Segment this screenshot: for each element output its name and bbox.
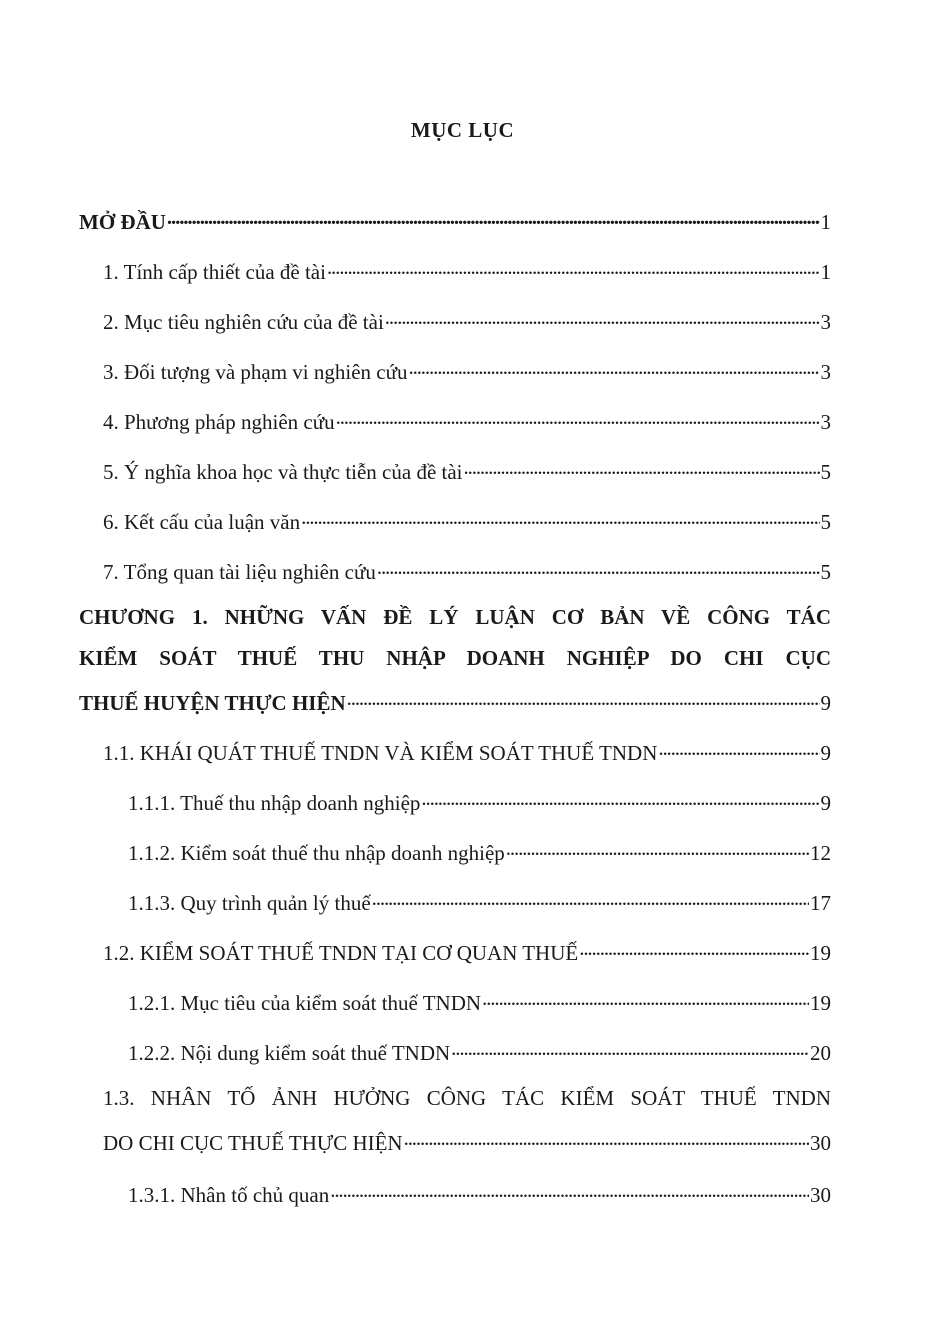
leader-dots bbox=[451, 1036, 809, 1060]
toc-entry[interactable] bbox=[79, 205, 831, 234]
leader-dots bbox=[482, 986, 809, 1010]
toc-entry-label: 1.1.2. Kiểm soát thuế thu nhập doanh nghiệp bbox=[128, 841, 505, 865]
toc-entry[interactable] bbox=[128, 1036, 831, 1065]
toc-entry[interactable] bbox=[103, 355, 831, 384]
toc-entry-label: THUẾ HUYỆN THỰC HIỆN bbox=[79, 691, 346, 715]
toc-entry-page: 20 bbox=[810, 1041, 831, 1065]
leader-dots bbox=[404, 1126, 809, 1150]
toc-entry-label: 2. Mục tiêu nghiên cứu của đề tài bbox=[103, 310, 384, 334]
toc-entry[interactable] bbox=[103, 736, 831, 765]
leader-dots bbox=[372, 886, 809, 910]
toc-entry[interactable] bbox=[103, 255, 831, 284]
toc-entry[interactable] bbox=[79, 686, 831, 715]
leader-dots bbox=[167, 205, 820, 229]
toc-entry-page: 19 bbox=[810, 941, 831, 965]
toc-entry-label: 1.2.1. Mục tiêu của kiểm soát thuế TNDN bbox=[128, 991, 482, 1015]
toc-entry-label: 3. Đối tượng và phạm vi nghiên cứu bbox=[103, 360, 408, 384]
toc-entry-page: 30 bbox=[810, 1183, 831, 1207]
toc-entry-page: 9 bbox=[820, 791, 831, 815]
toc-entry-page: 19 bbox=[810, 991, 831, 1015]
toc-entry-page: 30 bbox=[810, 1131, 831, 1155]
toc-entry[interactable] bbox=[103, 555, 831, 584]
toc-entry-page: 9 bbox=[820, 691, 831, 715]
toc-entry[interactable] bbox=[103, 405, 831, 434]
leader-dots bbox=[336, 405, 820, 429]
toc-entry[interactable] bbox=[128, 1178, 831, 1207]
toc-entry-label: 1.1.3. Quy trình quản lý thuế bbox=[128, 891, 371, 915]
toc-entry[interactable] bbox=[103, 1126, 831, 1155]
leader-dots bbox=[409, 355, 820, 379]
toc-entry-page: 1 bbox=[820, 210, 831, 234]
toc-entry-page: 5 bbox=[820, 560, 831, 584]
toc-entry-page: 3 bbox=[820, 310, 831, 334]
toc-entry-label: MỞ ĐẦU bbox=[79, 210, 166, 234]
toc-entry-page: 5 bbox=[820, 510, 831, 534]
toc-entry[interactable] bbox=[128, 886, 831, 915]
toc-entry-label: 1.2. KIỂM SOÁT THUẾ TNDN TẠI CƠ QUAN THUẾ bbox=[103, 941, 579, 965]
leader-dots bbox=[579, 936, 809, 960]
toc-entry-label: 1.1. KHÁI QUÁT THUẾ TNDN VÀ KIỂM SOÁT THUẾ TNDN bbox=[103, 741, 658, 765]
toc-entry[interactable] bbox=[128, 786, 831, 815]
toc-entry-page: 3 bbox=[820, 360, 831, 384]
toc-entry-page: 3 bbox=[820, 410, 831, 434]
toc-entry[interactable] bbox=[103, 936, 831, 965]
leader-dots bbox=[385, 305, 820, 329]
leader-dots bbox=[347, 686, 820, 710]
toc-entry-label: 5. Ý nghĩa khoa học và thực tiễn của đề tài bbox=[103, 460, 463, 484]
chapter-heading-line[interactable]: KIỂM SOÁT THUẾ THU NHẬP DOANH NGHIỆP DO CHI CỤC bbox=[79, 646, 831, 670]
toc-entry-label: 1. Tính cấp thiết của đề tài bbox=[103, 260, 326, 284]
toc-entry-page: 17 bbox=[810, 891, 831, 915]
section-heading-line[interactable]: 1.3. NHÂN TỐ ẢNH HƯỞNG CÔNG TÁC KIỂM SOÁT THUẾ TNDN bbox=[103, 1086, 831, 1110]
page-title: MỤC LỤC bbox=[410, 118, 515, 142]
leader-dots bbox=[506, 836, 809, 860]
toc-entry[interactable] bbox=[128, 836, 831, 865]
toc-entry[interactable] bbox=[103, 505, 831, 534]
leader-dots bbox=[327, 255, 820, 279]
toc-entry-label: 7. Tổng quan tài liệu nghiên cứu bbox=[103, 560, 376, 584]
leader-dots bbox=[301, 505, 819, 529]
toc-entry-page: 5 bbox=[820, 460, 831, 484]
toc-entry[interactable] bbox=[103, 455, 831, 484]
leader-dots bbox=[377, 555, 820, 579]
leader-dots bbox=[658, 736, 819, 760]
toc-entry[interactable] bbox=[103, 305, 831, 334]
leader-dots bbox=[330, 1178, 809, 1202]
toc-entry-page: 12 bbox=[810, 841, 831, 865]
toc-entry-label: 6. Kết cấu của luận văn bbox=[103, 510, 301, 534]
toc-entry-label: 1.1.1. Thuế thu nhập doanh nghiệp bbox=[128, 791, 421, 815]
chapter-heading-line[interactable]: CHƯƠNG 1. NHỮNG VẤN ĐỀ LÝ LUẬN CƠ BẢN VỀ CÔNG TÁC bbox=[79, 605, 831, 629]
toc-entry[interactable] bbox=[128, 986, 831, 1015]
toc-entry-page: 9 bbox=[820, 741, 831, 765]
leader-dots bbox=[464, 455, 820, 479]
toc-entry-page: 1 bbox=[820, 260, 831, 284]
toc-entry-label: 1.2.2. Nội dung kiểm soát thuế TNDN bbox=[128, 1041, 451, 1065]
toc-entry-label: 4. Phương pháp nghiên cứu bbox=[103, 410, 335, 434]
leader-dots bbox=[421, 786, 819, 810]
toc-entry-label: DO CHI CỤC THUẾ THỰC HIỆN bbox=[103, 1131, 403, 1155]
toc-entry-label: 1.3.1. Nhân tố chủ quan bbox=[128, 1183, 330, 1207]
